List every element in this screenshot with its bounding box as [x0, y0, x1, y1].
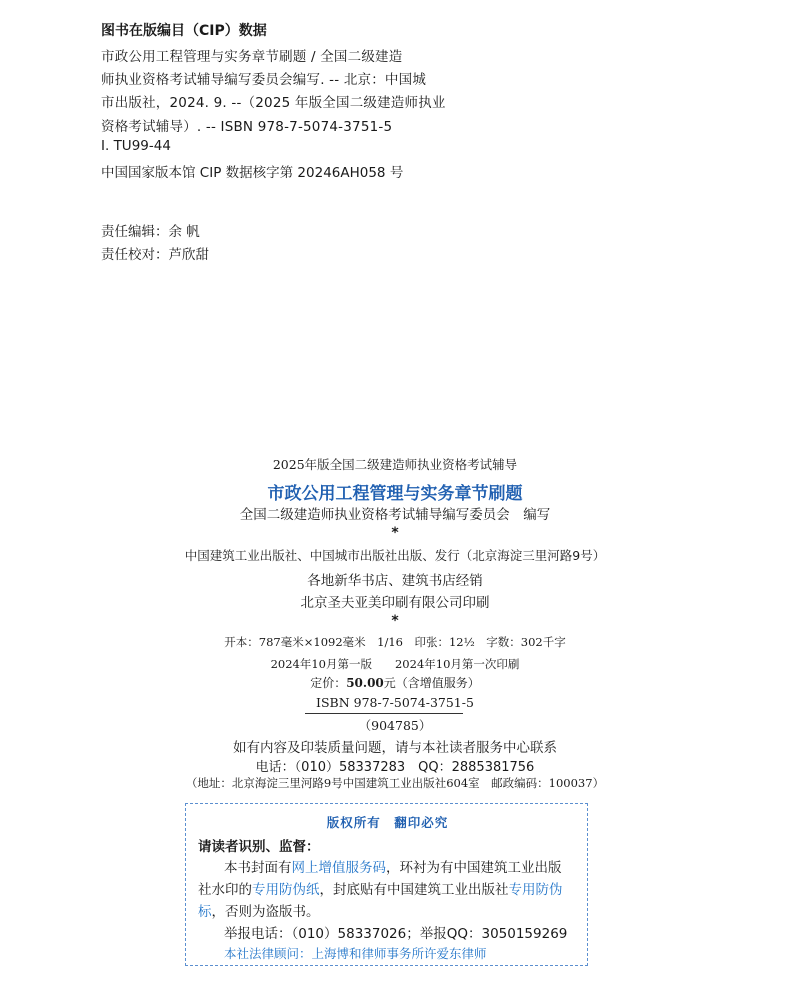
highlight-service-code: 网上增值服务码	[291, 860, 386, 876]
authors: 全国二级建造师执业资格考试辅导编写委员会 编写	[239, 507, 551, 523]
notice-paragraph-line-3	[198, 900, 320, 920]
cip-line-4: 资格考试辅导）. -- ISBN 978-7-5074-3751-5	[101, 119, 393, 135]
report-line: 举报电话：（010）58337026；举报QQ：3050159269	[224, 926, 568, 942]
legal-counsel: 本社法律顾问：上海博和律师事务所许爱东律师	[224, 946, 487, 961]
notice-text: ，封底贴有中国建筑工业出版社	[319, 882, 509, 898]
notice-paragraph-line-2	[198, 878, 563, 898]
notice-paragraph-line-1	[224, 856, 562, 876]
isbn-divider	[305, 713, 463, 714]
series-name: 2025年版全国二级建造师执业资格考试辅导	[272, 457, 518, 472]
notice-text: 社水印的	[198, 882, 252, 898]
highlight-security-label-end: 标	[198, 904, 212, 920]
printer: 北京圣夫亚美印刷有限公司印刷	[300, 595, 490, 611]
price-value: 50.00	[346, 676, 384, 690]
copyright-title: 版权所有 翻印必究	[326, 815, 449, 830]
separator-star-2: *	[391, 613, 399, 629]
book-code: （904785）	[358, 718, 432, 733]
cip-line-1: 市政公用工程管理与实务章节刷题 / 全国二级建造	[101, 49, 403, 65]
cip-classification: Ⅰ. TU99-44	[101, 138, 171, 154]
price	[0, 674, 790, 691]
separator-star-1: *	[391, 525, 399, 541]
notice-text: ，否则为盗版书。	[211, 904, 320, 920]
copyright-notice-box	[185, 803, 588, 966]
notice-text: ，环衬为有中国建筑工业出版	[386, 860, 562, 876]
cip-heading: 图书在版编目（CIP）数据	[101, 23, 267, 39]
price-label: 定价：	[310, 676, 347, 690]
publisher: 中国建筑工业出版社、中国城市出版社出版、发行（北京海淀三里河路9号）	[184, 548, 606, 563]
phone-line: 电话：（010）58337283 QQ：2885381756	[255, 760, 535, 775]
price-suffix: 元（含增值服务）	[383, 676, 480, 690]
editor-credit: 责任编辑：余 帆	[101, 224, 200, 240]
highlight-security-label: 专用防伪	[508, 882, 563, 898]
isbn: ISBN 978-7-5074-3751-5	[316, 695, 474, 710]
notice-text: 本书封面有	[224, 860, 292, 876]
cip-line-2: 师执业资格考试辅导编写委员会编写. -- 北京：中国城	[101, 72, 427, 88]
address-line: （地址：北京海淀三里河路9号中国建筑工业出版社604室 邮政编码：100037）	[185, 776, 605, 790]
specs: 开本：787毫米×1092毫米 1/16 印张：12½ 字数：302千字	[224, 635, 566, 649]
proofreader-credit: 责任校对：芦欣甜	[101, 247, 209, 263]
cip-number: 中国国家版本馆 CIP 数据核字第 20246AH058 号	[101, 165, 404, 181]
edition: 2024年10月第一版 2024年10月第一次印刷	[270, 657, 520, 671]
distribution: 各地新华书店、建筑书店经销	[307, 573, 483, 589]
notice-lead: 请读者识别、监督：	[198, 839, 320, 855]
book-title: 市政公用工程管理与实务章节刷题	[267, 484, 523, 504]
contact-note: 如有内容及印装质量问题，请与本社读者服务中心联系	[233, 740, 557, 756]
cip-line-3: 市出版社，2024. 9. --（2025 年版全国二级建造师执业	[101, 95, 446, 111]
highlight-security-paper: 专用防伪纸	[252, 882, 320, 898]
